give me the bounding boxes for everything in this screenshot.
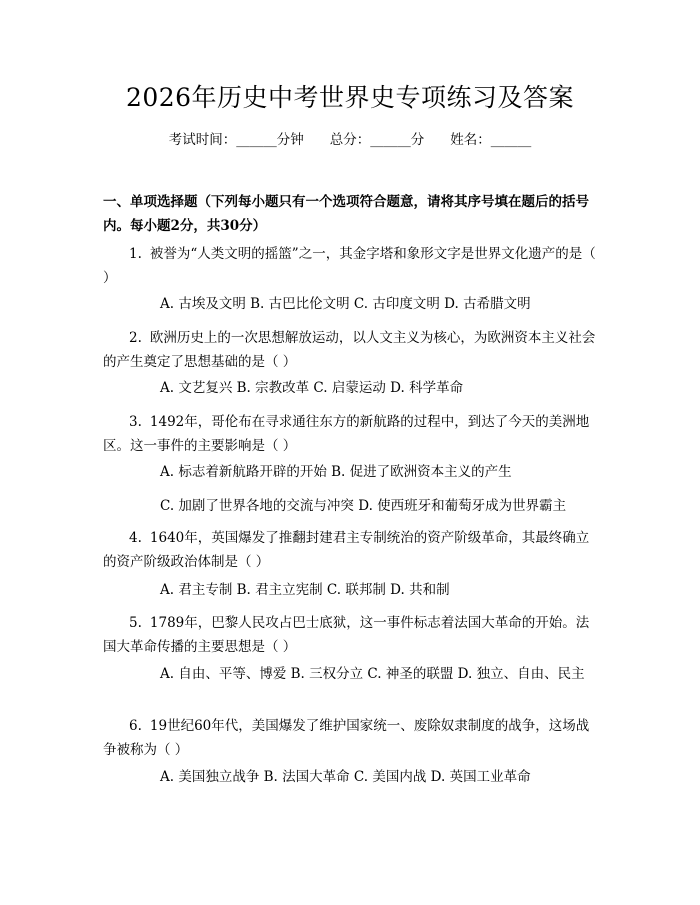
score-label: 总分： [329, 132, 371, 148]
question-number: 3. [129, 414, 142, 430]
question-5-options: A. 自由、平等、博爱 B. 三权分立 C. 神圣的联盟 D. 独立、自由、民主 [160, 666, 585, 682]
question-text: 欧洲历史上的一次思想解放运动，以人文主义为核心，为欧洲资本主义社会的产生奠定了思想基础的是（ ） [103, 330, 596, 370]
question-text: 被誉为“人类文明的摇篮”之一，其金字塔和象形文字是世界文化遗产的是（ ） [103, 246, 596, 286]
name-label: 姓名： [450, 132, 491, 148]
question-2 [103, 326, 600, 374]
question-number: 1. [129, 246, 142, 262]
question-4-options: A. 君主专制 B. 君主立宪制 C. 联邦制 D. 共和制 [160, 582, 450, 598]
time-blank: ______ [236, 132, 277, 148]
time-label: 考试时间： [168, 132, 237, 148]
question-number: 6. [129, 718, 142, 734]
question-3 [103, 410, 600, 458]
question-1 [103, 242, 600, 290]
question-3-options-line-1: A. 标志着新航路开辟的开始 B. 促进了欧洲资本主义的产生 [160, 464, 512, 480]
page-title: 2026年历史中考世界史专项练习及答案 [125, 83, 575, 112]
question-number: 2. [129, 330, 142, 346]
question-text: 1640年，英国爆发了推翻封建君主专制统治的资产阶级革命，其最终确立的资产阶级政治体制是（ ） [103, 530, 590, 570]
question-3-options-line-2: C. 加剧了世界各地的交流与冲突 D. 使西班牙和葡萄牙成为世界霸主 [160, 498, 567, 514]
question-number: 5. [129, 615, 142, 631]
question-text: 1789年，巴黎人民攻占巴士底狱，这一事件标志着法国大革命的开始。法国大革命传播的主要思想是（ ） [103, 615, 590, 655]
question-2-options: A. 文艺复兴 B. 宗教改革 C. 启蒙运动 D. 科学革命 [160, 380, 464, 396]
question-1-options: A. 古埃及文明 B. 古巴比伦文明 C. 古印度文明 D. 古希腊文明 [160, 296, 531, 312]
question-text: 19世纪60年代，美国爆发了维护国家统一、废除奴隶制度的战争，这场战争被称为（ ） [103, 718, 590, 758]
question-6 [103, 714, 600, 762]
question-6-options: A. 美国独立战争 B. 法国大革命 C. 美国内战 D. 英国工业革命 [160, 769, 531, 785]
question-4 [103, 526, 600, 574]
question-5 [103, 611, 600, 659]
question-number: 4. [129, 530, 142, 546]
section-heading: 一、单项选择题（下列每小题只有一个选项符合题意，请将其序号填在题后的括号内。每小题2分，共30分） [103, 194, 589, 234]
score-unit: 分 [410, 132, 425, 148]
exam-meta [0, 130, 700, 150]
name-blank: ______ [490, 132, 532, 148]
question-text: 1492年，哥伦布在寻求通往东方的新航路的过程中，到达了今天的美洲地区。这一事件的主要影响是（ ） [103, 414, 590, 454]
time-unit: 分钟 [276, 132, 304, 148]
score-blank: ______ [370, 132, 411, 148]
